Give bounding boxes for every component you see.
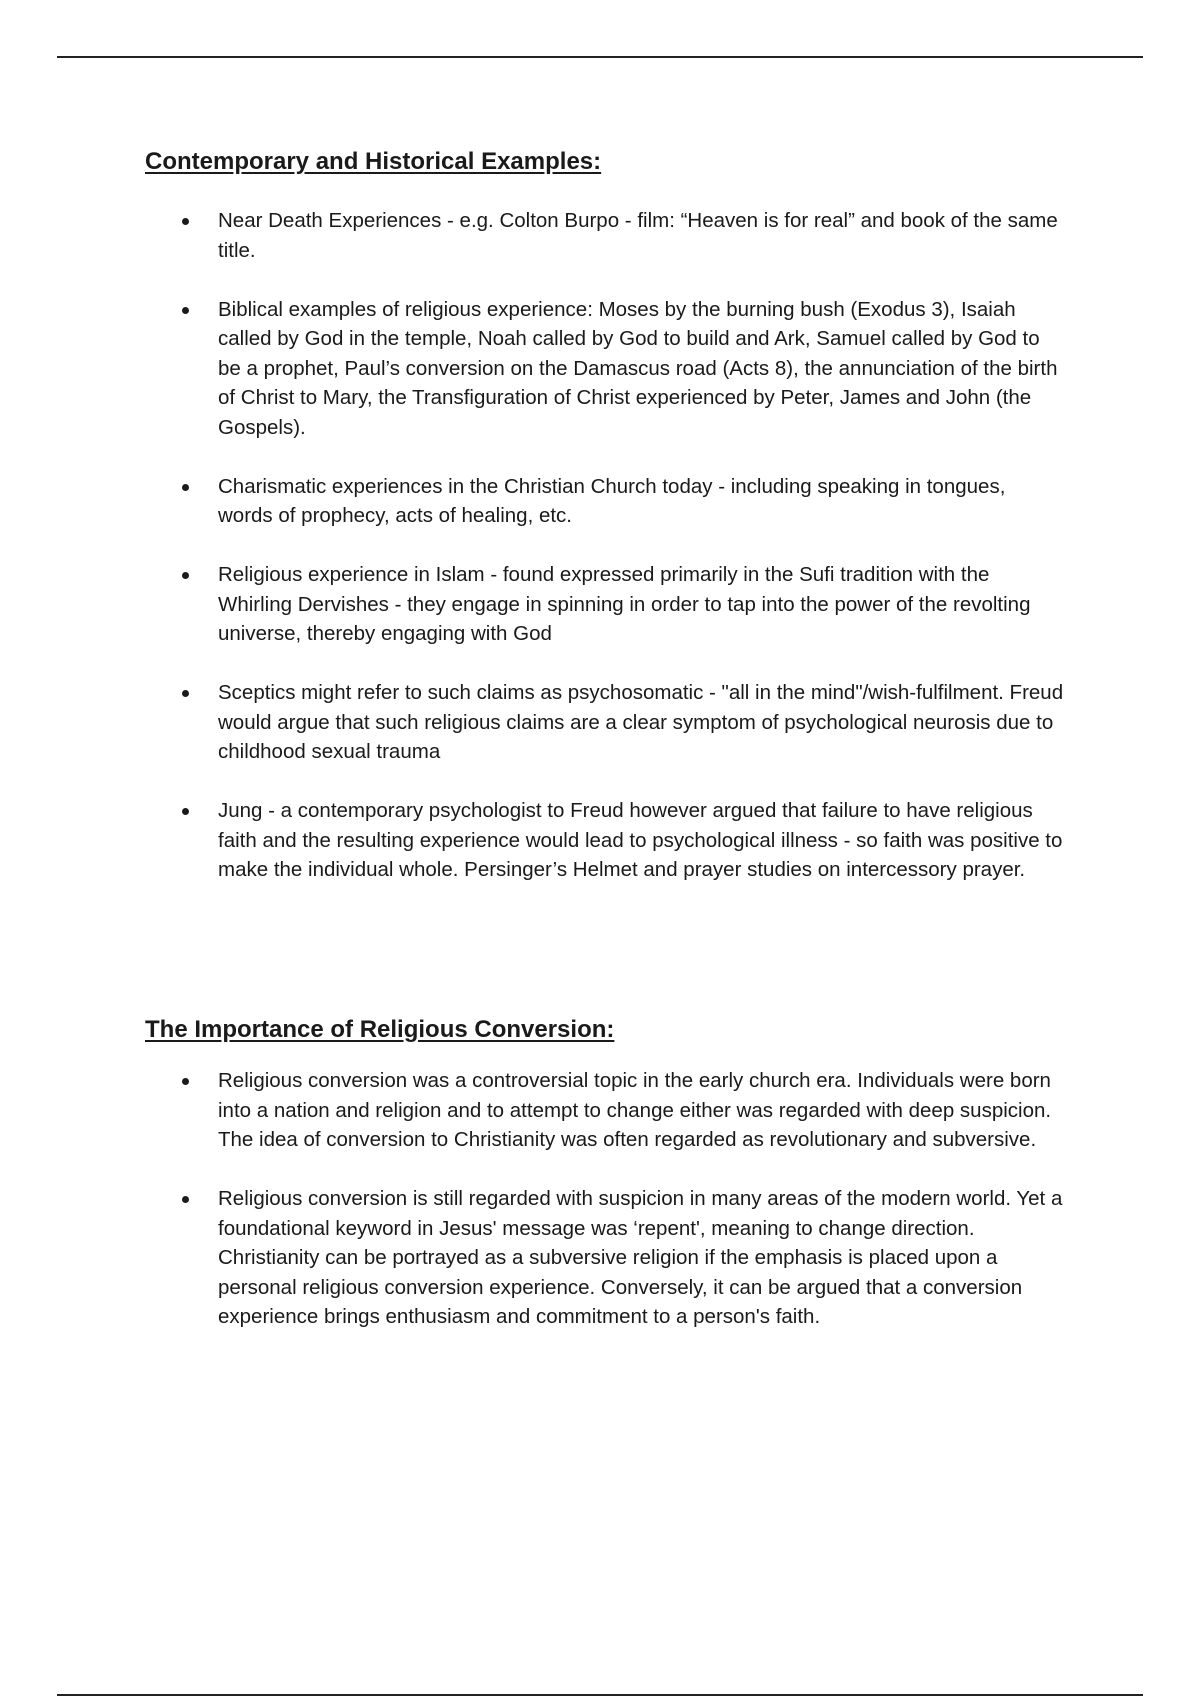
- list-item: [145, 206, 1065, 265]
- list-item-text: Religious conversion was a controversial topic in the early church era. Individuals were born into a nation and religion and to attempt to change either was regarded with deep suspicion. The idea of conversion to Christianity was often regarded as revolutionary and subversive.: [218, 1069, 1052, 1151]
- section-contemporary-historical-examples: [145, 146, 1065, 914]
- list-item-text: Religious experience in Islam - found expressed primarily in the Sufi tradition with the Whirling Dervishes - they engage in spinning in order to tap into the power of the revolting universe, thereby engaging with God: [218, 563, 1031, 645]
- top-rule: [57, 56, 1143, 58]
- bullet-icon: [182, 307, 189, 314]
- bullet-icon: [182, 484, 189, 491]
- bullet-icon: [182, 572, 189, 579]
- bullet-icon: [182, 1196, 189, 1203]
- list-item: [145, 472, 1065, 531]
- list-item: [145, 796, 1065, 885]
- list-item: [145, 678, 1065, 767]
- list-item: [145, 295, 1065, 443]
- list-item: [145, 560, 1065, 649]
- list-item-text: Religious conversion is still regarded with suspicion in many areas of the modern world. Yet a foundational keyword in Jesus' message was ‘repent', meaning to change direction. Christianity can be portrayed as a subversive religion if the emphasis is placed upon a personal religious conversion experience. Conversely, it can be argued that a conversion experience brings enthusiasm and commitment to a person's faith.: [218, 1187, 1063, 1328]
- bottom-rule: [57, 1694, 1143, 1696]
- section-heading: The Importance of Religious Conversion:: [145, 1016, 615, 1043]
- list-item: [145, 1184, 1065, 1332]
- list-item-text: Charismatic experiences in the Christian Church today - including speaking in tongues, words of prophecy, acts of healing, etc.: [218, 474, 1006, 527]
- list-item-text: Biblical examples of religious experience: Moses by the burning bush (Exodus 3), Isaiah called by God in the temple, Noah called by God to build and Ark, Samuel called by God to be a prophet, Paul’s conversion on the Damascus road (Acts 8), the annunciation of the birth of Christ to Mary, the Transfiguration of Christ experienced by Peter, James and John (the Gospels).: [218, 297, 1058, 439]
- bullet-list: [145, 206, 1065, 885]
- bullet-icon: [182, 690, 189, 697]
- section-heading: Contemporary and Historical Examples:: [145, 148, 602, 175]
- list-item-text: Near Death Experiences - e.g. Colton Burpo - film: “Heaven is for real” and book of the same title.: [218, 209, 1058, 262]
- list-item-text: Sceptics might refer to such claims as psychosomatic - "all in the mind"/wish-fulfilment. Freud would argue that such religious claims are a clear symptom of psychological neurosis due to childhood sexual trauma: [218, 681, 1064, 763]
- section-importance-religious-conversion: [145, 1014, 1065, 1361]
- list-item-text: Jung - a contemporary psychologist to Freud however argued that failure to have religious faith and the resulting experience would lead to psychological illness - so faith was positive to make the individual whole. Persinger’s Helmet and prayer studies on intercessory prayer.: [218, 799, 1063, 881]
- bullet-icon: [182, 218, 189, 225]
- list-item: [145, 1066, 1065, 1155]
- bullet-icon: [182, 1078, 189, 1085]
- bullet-list: [145, 1066, 1065, 1332]
- bullet-icon: [182, 808, 189, 815]
